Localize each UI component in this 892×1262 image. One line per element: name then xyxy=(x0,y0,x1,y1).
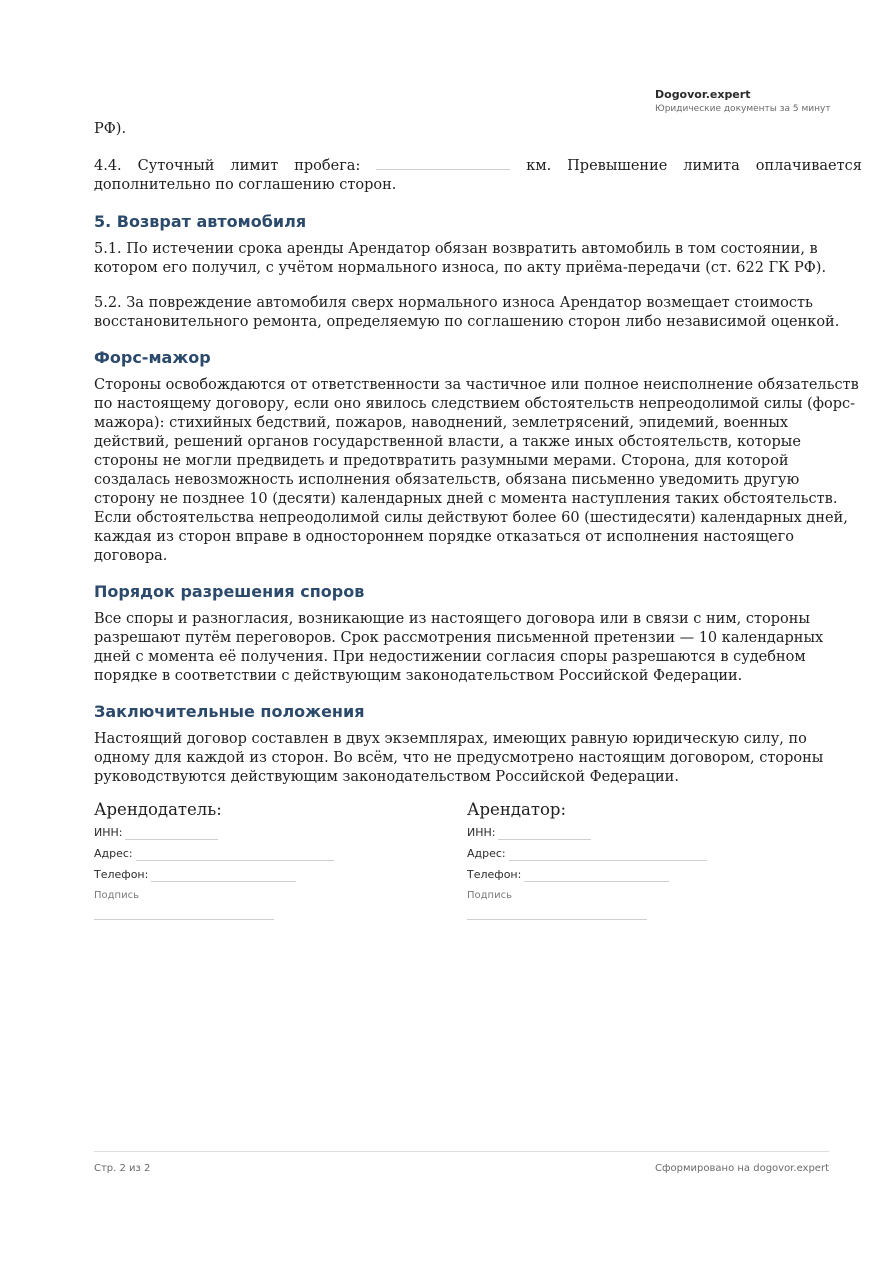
continuation-text: РФ). xyxy=(94,121,127,137)
brand-tagline: Юридические документы за 5 минут xyxy=(655,104,831,114)
clause-4-4-word: лимита xyxy=(683,158,740,174)
tenant-address-label: Адрес: xyxy=(467,847,506,860)
tenant-inn-label: ИНН: xyxy=(467,826,496,839)
brand-block xyxy=(655,88,831,114)
force-majeure-text: Стороны освобождаются от ответственности за частичное или полное неисполнение обязательств по настоящему договору, если оно явилось следствием обстоятельств непреодолимой силы (форс-мажора): стихийных бедствий, пожаров, наводнений, землетрясений, эпидемий, военных действий, решений органов государственной власти, а также иных обстоятельств, которые стороны не могли предвидеть и предотвратить разумными мерами. Сторона, для которой создалась невозможность исполнения обязательств, обязана письменно уведомить другую сторону не позднее 10 (десяти) календарных дней с момента наступления таких обстоятельств. Если обстоятельства непреодолимой силы действуют более 60 (шестидесяти) календарных дней, каждая из сторон вправе в одностороннем порядке отказаться от исполнения настоящего договора. xyxy=(94,377,859,564)
landlord-signature-line[interactable] xyxy=(94,919,274,920)
landlord-phone-field[interactable] xyxy=(151,868,296,882)
tenant-phone-label: Телефон: xyxy=(467,868,522,881)
tenant-phone-row xyxy=(467,868,707,889)
clause-4-4-word: км. xyxy=(526,158,552,174)
landlord-address-field[interactable] xyxy=(136,847,334,861)
landlord-inn-field[interactable] xyxy=(125,826,218,840)
tenant-phone-field[interactable] xyxy=(524,868,669,882)
landlord-signature-caption: Подпись xyxy=(94,890,139,901)
landlord-address-row xyxy=(94,847,334,868)
disputes-heading: Порядок разрешения споров xyxy=(94,582,365,601)
tenant-address-row xyxy=(467,847,707,868)
landlord-title: Арендодатель: xyxy=(94,800,222,819)
clause-4-4-word: оплачивается xyxy=(755,158,862,174)
tenant-signature-line[interactable] xyxy=(467,919,647,920)
force-majeure-heading: Форс-мажор xyxy=(94,348,211,367)
brand-name: Dogovor.expert xyxy=(655,88,751,101)
generated-by-link[interactable]: Сформировано на dogovor.expert xyxy=(655,1163,829,1174)
tenant-inn-field[interactable] xyxy=(498,826,591,840)
clause-5-2: 5.2. За повреждение автомобиля сверх нормального износа Арендатор возмещает стоимость восстановительного ремонта, определяемую по соглашению сторон либо независимой оценкой. xyxy=(94,295,840,330)
final-provisions-heading: Заключительные положения xyxy=(94,702,365,721)
clause-4-4-line1 xyxy=(94,157,862,176)
clause-5-1: 5.1. По истечении срока аренды Арендатор обязан возвратить автомобиль в том состоянии, в котором его получил, с учётом нормального износа, по акту приёма-передачи (ст. 622 ГК РФ). xyxy=(94,241,827,276)
disputes-text: Все споры и разногласия, возникающие из настоящего договора или в связи с ним, стороны разрешают путём переговоров. Срок рассмотрения письменной претензии — 10 календарных дней с момента её получения. При недостижении согласия споры разрешаются в судебном порядке в соответствии с действующим законодательством Российской Федерации. xyxy=(94,611,824,684)
clause-4-4-word: 4.4. xyxy=(94,158,122,174)
section-5-heading: 5. Возврат автомобиля xyxy=(94,212,307,231)
landlord-inn-label: ИНН: xyxy=(94,826,123,839)
landlord-inn-row xyxy=(94,826,334,847)
final-provisions-text: Настоящий договор составлен в двух экземплярах, имеющих равную юридическую силу, по одному для каждой из сторон. Во всём, что не предусмотрено настоящим договором, стороны руководствуются действующим законодательством Российской Федерации. xyxy=(94,731,824,785)
tenant-title: Арендатор: xyxy=(467,800,566,819)
tenant-address-field[interactable] xyxy=(509,847,707,861)
landlord-address-label: Адрес: xyxy=(94,847,133,860)
clause-4-4-word: Превышение xyxy=(567,158,668,174)
clause-4-4-word: лимит xyxy=(230,158,279,174)
tenant-inn-row xyxy=(467,826,707,847)
clause-4-4-word: пробега: xyxy=(294,158,361,174)
landlord-signature-block xyxy=(94,800,334,920)
landlord-phone-row xyxy=(94,868,334,889)
document-content xyxy=(94,120,862,787)
clause-4-4-word: Суточный xyxy=(137,158,215,174)
page-number: Стр. 2 из 2 xyxy=(94,1163,151,1174)
tenant-signature-block xyxy=(467,800,707,920)
landlord-phone-label: Телефон: xyxy=(94,868,149,881)
footer-divider xyxy=(94,1151,829,1152)
tenant-signature-caption: Подпись xyxy=(467,890,512,901)
mileage-limit-blank[interactable] xyxy=(376,158,510,170)
clause-4-4-line2: дополнительно по соглашению сторон. xyxy=(94,177,397,193)
